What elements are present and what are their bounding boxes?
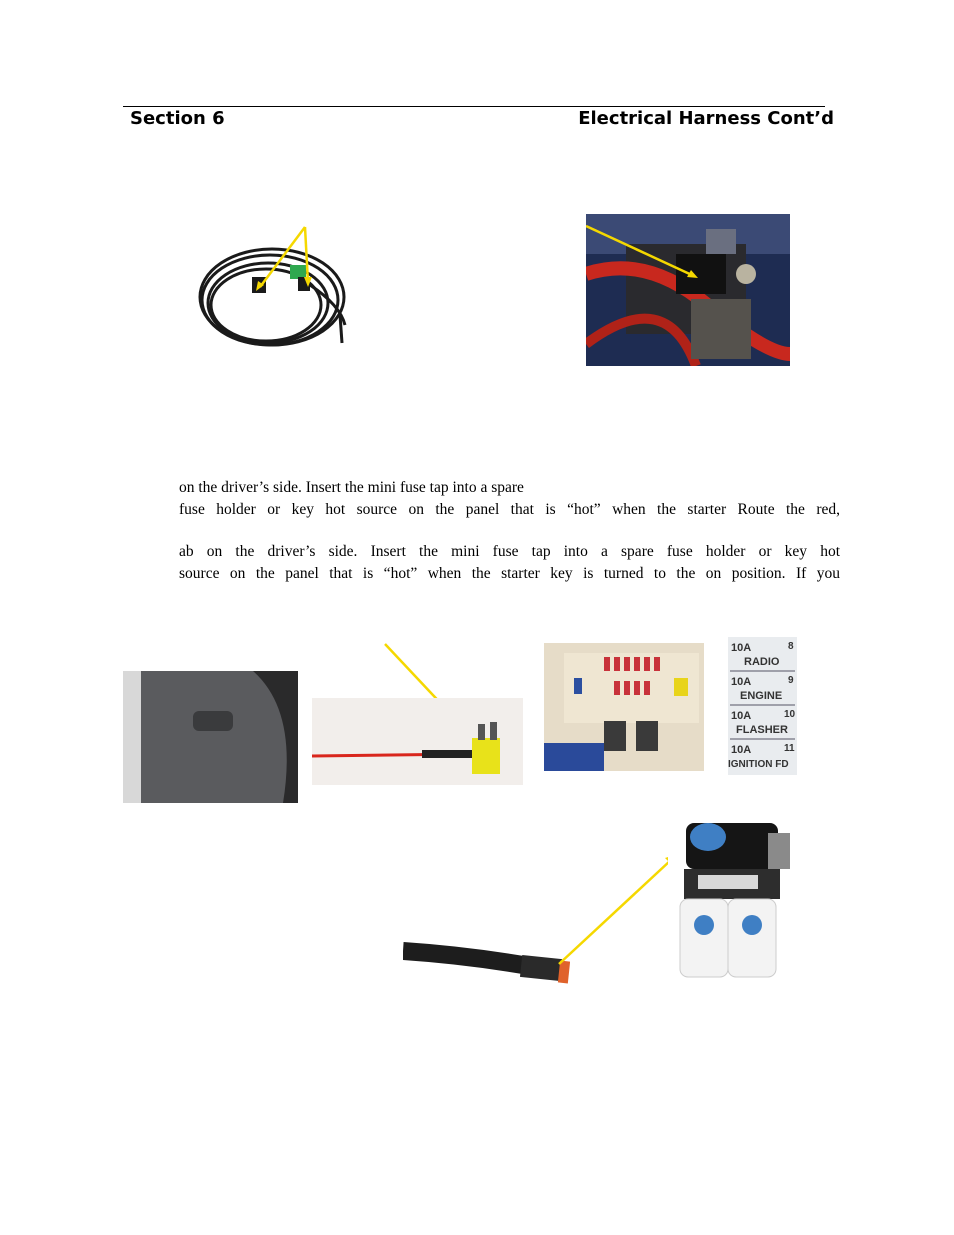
harness-connector-photo [403,935,570,995]
engine-bay-photo [586,214,790,366]
fuse-row-4-amp: 10A [731,744,752,756]
fuse-row-1-name: RADIO [744,656,780,668]
fuse-row-4-number: 11 [784,743,795,754]
fuse-row-4-name: IGNITION FD [728,759,789,770]
instructions-paragraph-1 [179,477,840,521]
section-title: Electrical Harness Cont’d [578,108,834,129]
fuse-box-photo [544,643,704,771]
instructions-paragraph-2 [179,541,840,585]
fuse-row-3-amp: 10A [731,710,752,722]
fuse-row-3-number: 10 [784,709,796,720]
paragraph-2-line-2: source on the panel that is “hot” when the starter key is turned to the on position. If you [179,565,840,582]
paragraph-1-line-2: fuse holder or key hot source on the panel that is “hot” when the starter Route the red, [179,501,840,518]
paragraph-1-line-1: on the driver’s side. Insert the mini fuse tap into a spare [179,479,524,496]
fuse-row-1-number: 8 [788,641,794,652]
fuse-row-2-name: ENGINE [740,690,783,702]
fuse-row-2-amp: 10A [731,676,752,688]
paragraph-2-line-1: ab on the driver’s side. Insert the mini fuse tap into a spare fuse holder or key hot [179,543,840,560]
fuse-row-1-amp: 10A [731,642,752,654]
fuse-row-2-number: 9 [788,675,794,686]
connector-to-pump-arrow [555,850,685,970]
dash-panel-photo [123,671,298,803]
header-rule [123,106,825,107]
section-number: Section 6 [130,108,225,129]
fuse-tap-photo [312,698,523,785]
fuse-label-photo [728,637,797,775]
fuse-row-3-name: FLASHER [736,724,788,736]
wire-harness-photo [190,215,360,360]
fuel-pump-photo [668,815,798,985]
